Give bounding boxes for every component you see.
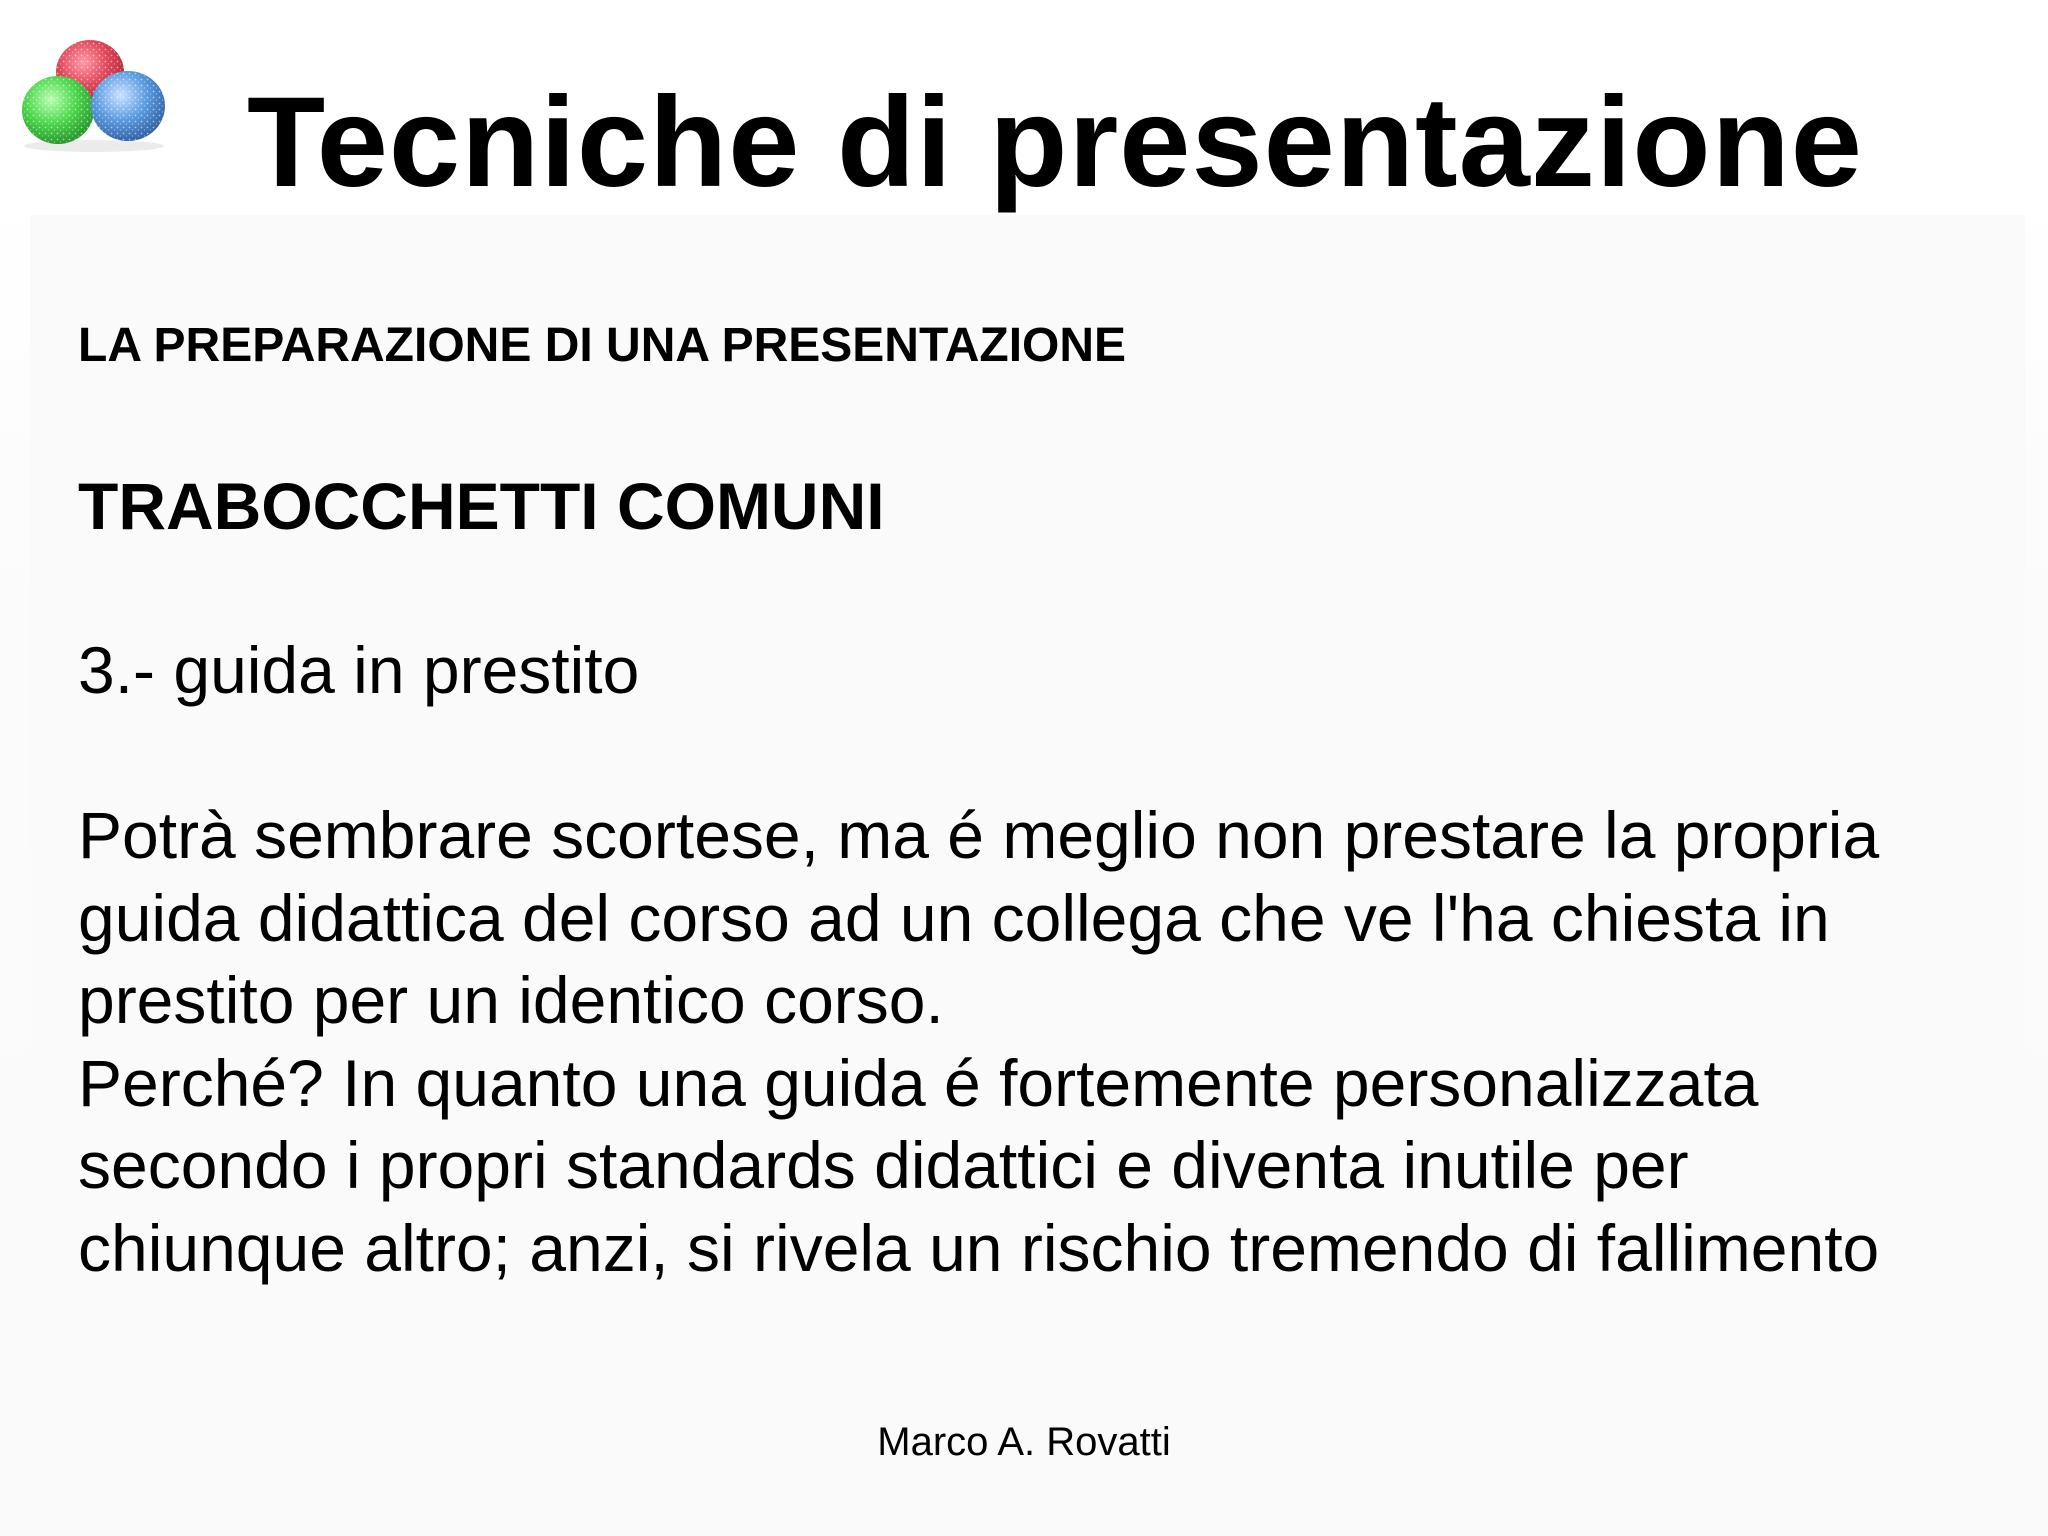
body-line: Potrà sembrare scortese, ma é meglio non prestare la propria [78, 798, 1880, 872]
body-line: chiunque altro; anzi, si rivela un rischio tremendo di fallimento [78, 1210, 1880, 1285]
body-line: guida didattica del corso ad un collega che ve l'ha chiesta in [78, 880, 1830, 955]
footer-author: Marco A. Rovatti [877, 1420, 1171, 1464]
body-line: prestito per un identico corso. [78, 963, 944, 1037]
slide-title: Tecniche di presentazione [247, 71, 1863, 214]
body-line: secondo i propri standards didattici e diventa inutile per [78, 1128, 1689, 1202]
sub-heading: TRABOCCHETTI COMUNI [78, 469, 885, 543]
body-line: Perché? In quanto una guida é fortemente personalizzata [78, 1045, 1759, 1120]
point-title: 3.- guida in prestito [78, 633, 640, 707]
body-paragraph [78, 794, 2008, 1289]
section-heading: LA PREPARAZIONE DI UNA PRESENTAZIONE [78, 319, 1127, 372]
slide-content [78, 318, 2008, 1285]
